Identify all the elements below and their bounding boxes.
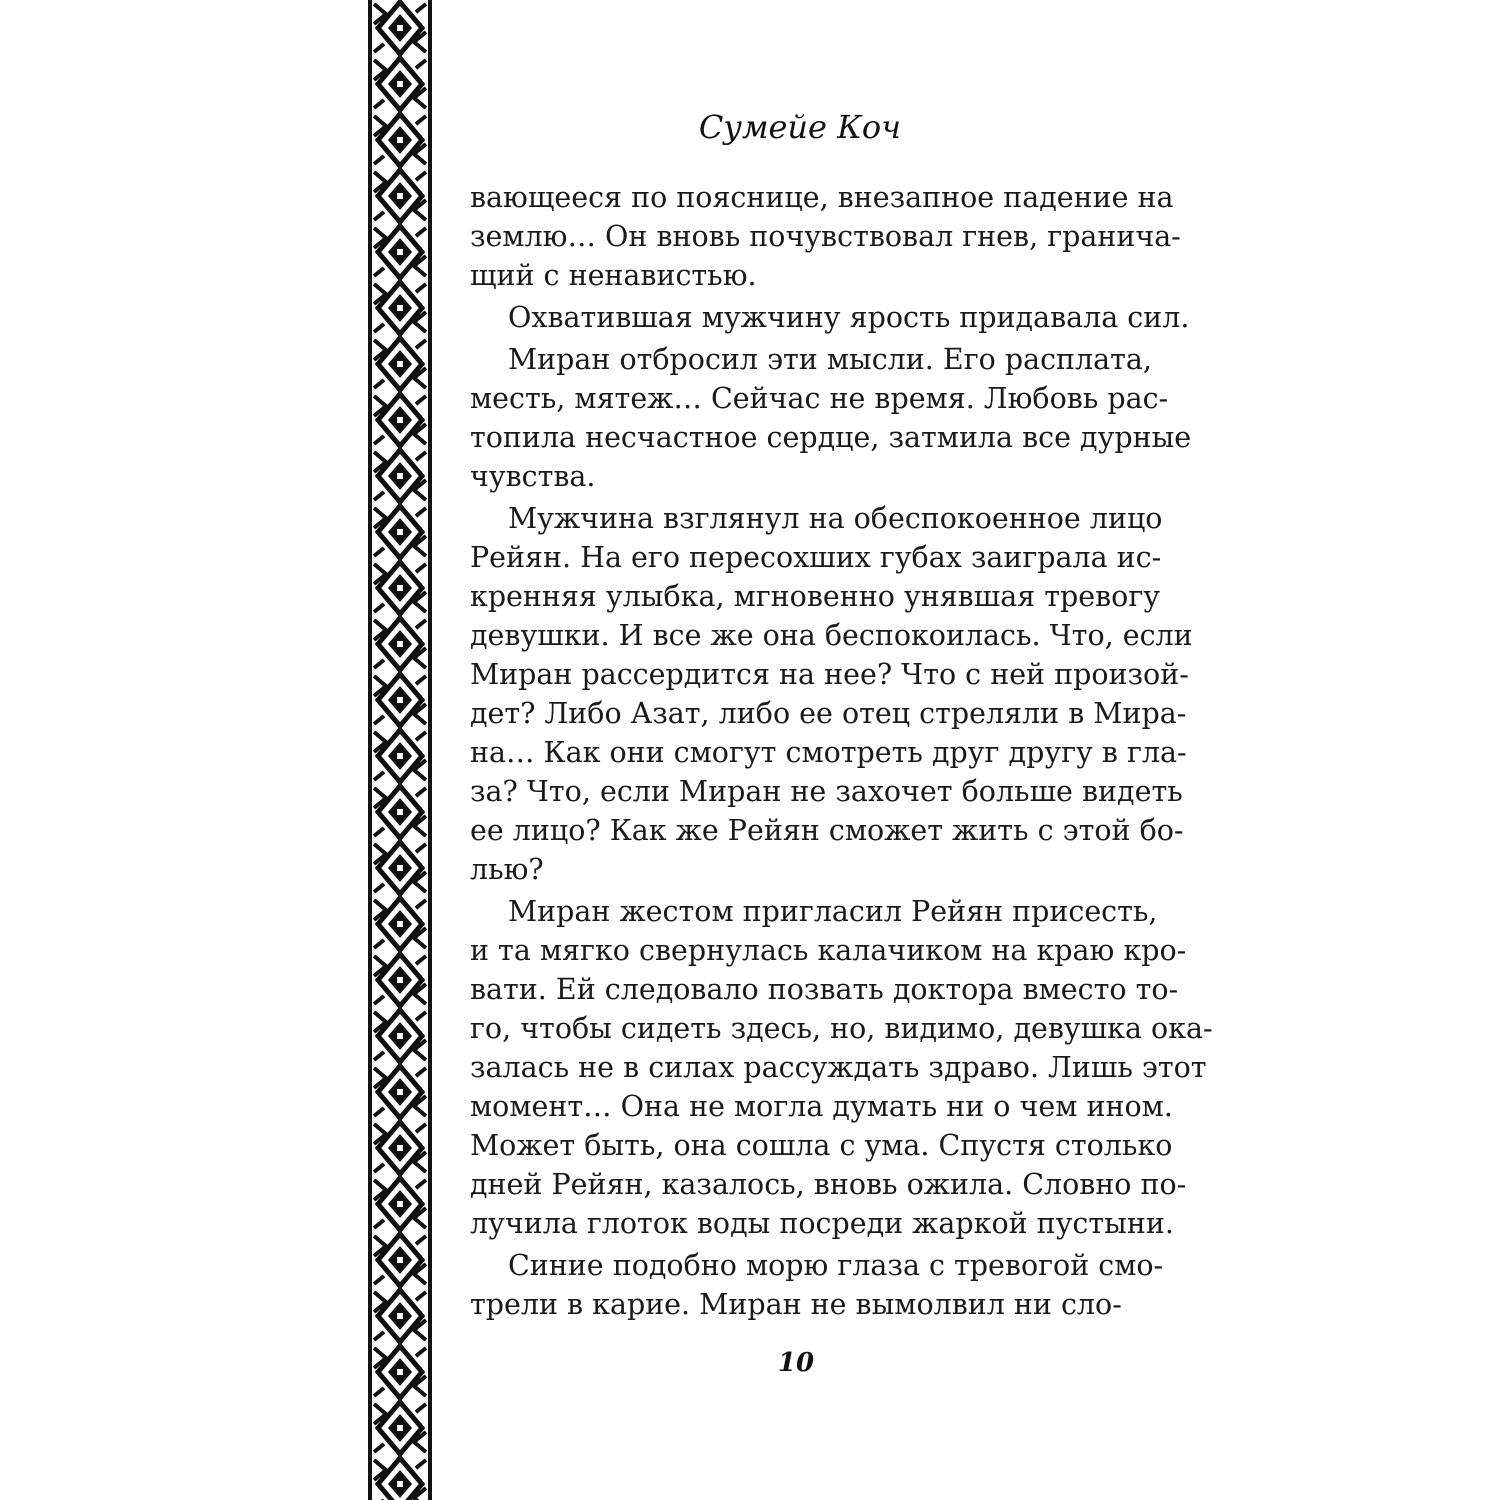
text-line: залась не в силах рассуждать здраво. Лишь этот — [470, 1051, 1207, 1084]
text-line: Охватившая мужчину ярость придавала сил. — [508, 301, 1190, 334]
text-line: землю… Он вновь почувствовал гнев, гранича- — [470, 220, 1181, 253]
text-line: лучила глоток воды посреди жаркой пустыни. — [470, 1207, 1174, 1240]
text-line: чувства. — [470, 460, 596, 493]
text-line: вающееся по пояснице, внезапное падение на — [470, 181, 1174, 214]
text-line: Мужчина взглянул на обеспокоенное лицо — [508, 502, 1163, 535]
page-number: 10 — [777, 1348, 815, 1378]
text-line: на… Как они смогут смотреть друг другу в гла- — [470, 736, 1187, 769]
text-line: Может быть, она сошла с ума. Спустя столько — [470, 1129, 1173, 1162]
text-line: Миран отбросил эти мысли. Его расплата, — [508, 343, 1152, 376]
text-line: и та мягко свернулась калачиком на краю кро- — [470, 934, 1187, 967]
ornamental-border-icon — [366, 0, 434, 1500]
text-line: щий с ненавистью. — [470, 259, 757, 292]
text-line: ее лицо? Как же Рейян сможет жить с этой бо- — [470, 814, 1184, 847]
text-line: девушки. И все же она беспокоилась. Что, если — [470, 619, 1193, 652]
text-line: трели в карие. Миран не вымолвил ни сло- — [470, 1288, 1122, 1321]
text-line: лью? — [470, 853, 544, 886]
text-line: за? Что, если Миран не захочет больше видеть — [470, 775, 1183, 808]
running-head: Сумейе Коч — [698, 108, 902, 146]
text-line: Рейян. На его пересохших губах заиграла ис- — [470, 541, 1162, 574]
text-line: Миран рассердится на нее? Что с ней произой- — [470, 658, 1189, 691]
text-line: топила несчастное сердце, затмила все дурные — [470, 421, 1192, 454]
text-line: вати. Ей следовало позвать доктора вместо то- — [470, 973, 1179, 1006]
text-line: го, чтобы сидеть здесь, но, видимо, девушка ока- — [470, 1012, 1213, 1045]
text-line: месть, мятеж… Сейчас не время. Любовь рас- — [470, 382, 1169, 415]
text-line: кренняя улыбка, мгновенно унявшая тревогу — [470, 580, 1161, 613]
text-line: дней Рейян, казалось, вновь ожила. Словно по- — [470, 1168, 1187, 1201]
text-line: Миран жестом пригласил Рейян присесть, — [508, 895, 1158, 928]
text-line: Синие подобно морю глаза с тревогой смо- — [508, 1249, 1164, 1282]
text-line: дет? Либо Азат, либо ее отец стреляли в Мира- — [470, 697, 1187, 730]
text-line: момент… Она не могла думать ни о чем ином. — [470, 1090, 1173, 1123]
body-text — [470, 178, 1213, 1324]
